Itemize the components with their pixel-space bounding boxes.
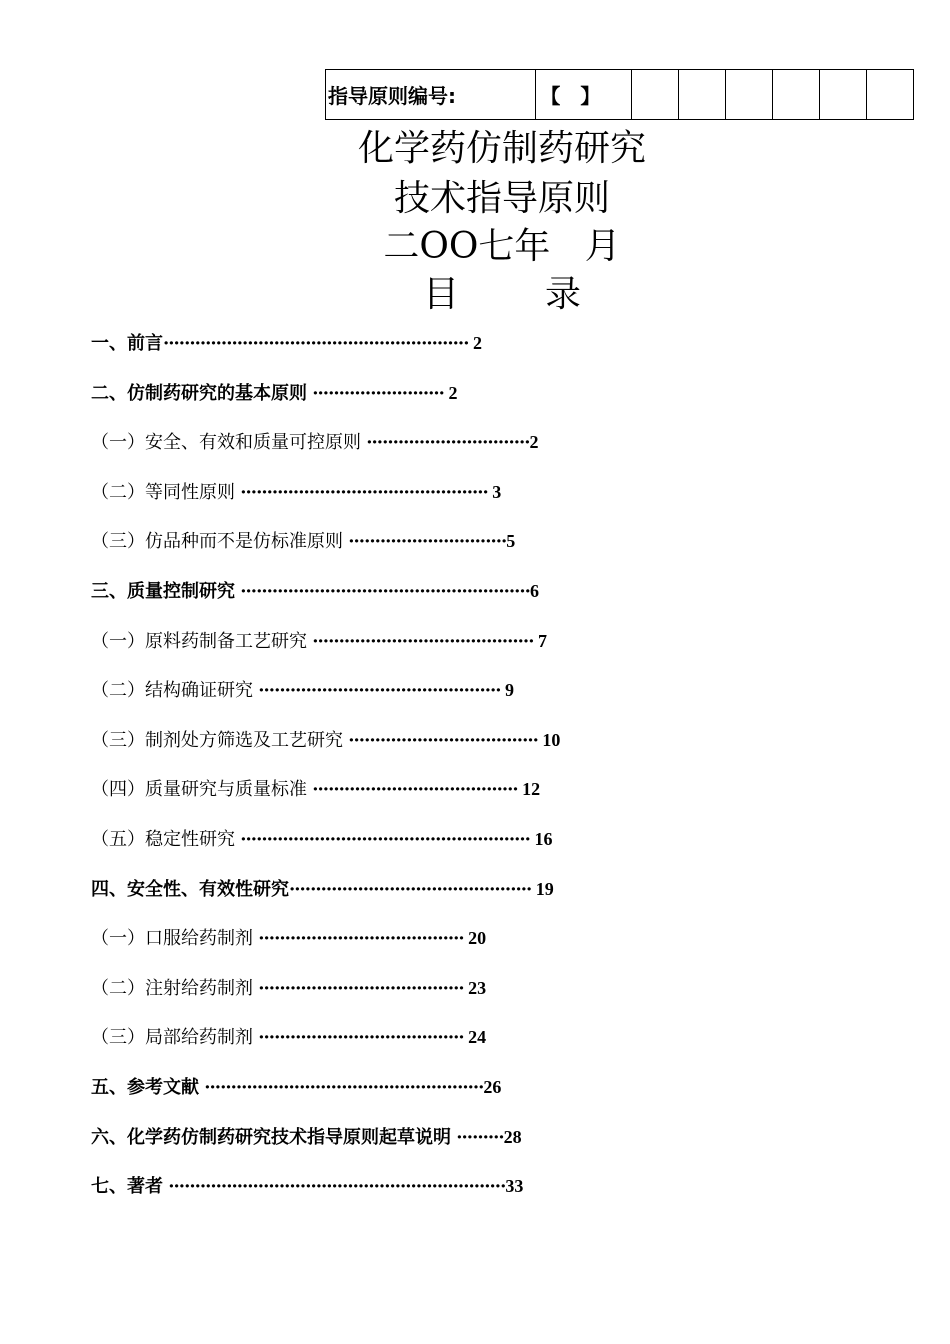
- number-digit-cell: [725, 70, 772, 120]
- table-of-contents: [91, 327, 871, 1220]
- toc-leader-dots: ··························································: [163, 333, 469, 354]
- toc-page-number: 28: [503, 1126, 522, 1147]
- toc-leader-dots: ·························: [307, 382, 444, 404]
- toc-entry-title: 二、仿制药研究的基本原则: [91, 382, 307, 404]
- toc-entry: [91, 823, 871, 873]
- toc-entry: [91, 625, 871, 675]
- toc-page-number: 12: [517, 779, 541, 800]
- toc-entry-title: 四、安全性、有效性研究: [91, 878, 289, 900]
- toc-page-number: 23: [463, 977, 487, 998]
- toc-entry: [91, 525, 871, 575]
- toc-heading-part1: 目: [422, 274, 459, 315]
- toc-entry: [91, 1121, 871, 1171]
- toc-entry-title: （四）质量研究与质量标准: [91, 779, 307, 801]
- toc-leader-dots: ·······································: [253, 977, 464, 999]
- toc-entry: [91, 1021, 871, 1071]
- toc-entry-title: 五、参考文献: [91, 1076, 199, 1098]
- toc-entry: [91, 773, 871, 823]
- toc-page-number: 16: [529, 828, 553, 849]
- toc-entry: [91, 575, 871, 625]
- toc-leader-dots: ·····················································: [199, 1076, 484, 1098]
- toc-heading: [27, 270, 950, 320]
- toc-leader-dots: ·······································: [253, 928, 464, 950]
- toc-leader-dots: ·········: [451, 1126, 504, 1148]
- toc-entry-title: 六、化学药仿制药研究技术指导原则起草说明: [91, 1126, 451, 1148]
- toc-entry-title: （二）结构确证研究: [91, 680, 253, 702]
- toc-page-number: 26: [483, 1076, 502, 1097]
- guideline-number-box: [325, 69, 914, 120]
- toc-entry: [91, 674, 871, 724]
- toc-leader-dots: ······························: [343, 531, 507, 553]
- toc-heading-part2: 录: [545, 274, 582, 315]
- toc-leader-dots: ·······································: [307, 779, 518, 801]
- toc-entry-title: （三）制剂处方筛选及工艺研究: [91, 729, 343, 751]
- toc-entry: [91, 922, 871, 972]
- toc-page-number: 5: [506, 531, 516, 552]
- toc-entry: [91, 377, 871, 427]
- toc-page-number: 24: [463, 1027, 487, 1048]
- toc-entry-title: 三、质量控制研究: [91, 580, 235, 602]
- toc-leader-dots: ····································: [343, 729, 538, 751]
- toc-page-number: 7: [533, 630, 547, 651]
- toc-leader-dots: ··········································: [307, 630, 534, 652]
- toc-entry-title: （三）局部给药制剂: [91, 1027, 253, 1049]
- toc-leader-dots: ································································: [163, 1176, 506, 1198]
- number-digit-cell: [819, 70, 866, 120]
- toc-entry-title: 一、前言: [91, 333, 163, 354]
- toc-entry: [91, 1170, 871, 1220]
- toc-page-number: 6: [529, 580, 539, 601]
- number-digit-cell: [631, 70, 678, 120]
- toc-page-number: 2: [468, 333, 482, 353]
- toc-entry-title: （二）等同性原则: [91, 481, 235, 503]
- toc-entry-title: （五）稳定性研究: [91, 828, 235, 850]
- toc-entry: [91, 1071, 871, 1121]
- guideline-number-label: 指导原则编号:: [326, 70, 536, 120]
- toc-page-number: 2: [443, 382, 458, 403]
- toc-page-number: 9: [500, 680, 515, 701]
- toc-entry-title: （二）注射给药制剂: [91, 977, 253, 999]
- number-digit-cell: [678, 70, 725, 120]
- toc-page-number: 2: [529, 432, 539, 453]
- toc-entry: [91, 426, 871, 476]
- toc-leader-dots: ·······································: [253, 1027, 464, 1049]
- toc-entry-title: （一）安全、有效和质量可控原则: [91, 432, 361, 454]
- toc-leader-dots: ·······················································: [235, 580, 530, 602]
- guideline-number-brackets: [536, 70, 631, 120]
- toc-page-number: 3: [487, 481, 502, 502]
- toc-entry-title: 七、著者: [91, 1176, 163, 1198]
- document-title-line2: 技术指导原则: [393, 178, 610, 219]
- bracket-right: 】: [580, 84, 601, 108]
- toc-entry-title: （一）口服给药制剂: [91, 928, 253, 950]
- toc-page-number: 19: [531, 878, 554, 899]
- number-digit-cell: [772, 70, 819, 120]
- toc-leader-dots: ···············································: [235, 481, 488, 503]
- toc-leader-dots: ··············································: [289, 878, 532, 900]
- toc-entry-title: （一）原料药制备工艺研究: [91, 630, 307, 652]
- toc-leader-dots: ··············································: [253, 680, 501, 702]
- document-title-line1: 化学药仿制药研究: [357, 128, 646, 169]
- toc-leader-dots: ·······················································: [235, 828, 530, 850]
- toc-entry: [91, 476, 871, 526]
- toc-page-number: 20: [463, 928, 487, 949]
- toc-page-number: 10: [537, 729, 561, 750]
- toc-entry: [91, 724, 871, 774]
- toc-entry: [91, 873, 871, 923]
- toc-page-number: 33: [505, 1176, 524, 1197]
- toc-leader-dots: ·······························: [361, 432, 530, 454]
- number-digit-cell: [866, 70, 913, 120]
- toc-entry: [91, 972, 871, 1022]
- toc-entry-title: （三）仿品种而不是仿标准原则: [91, 531, 343, 553]
- toc-entry: [91, 327, 871, 377]
- document-date: 二OO七年 月: [383, 226, 621, 267]
- bracket-left: 【: [540, 84, 561, 108]
